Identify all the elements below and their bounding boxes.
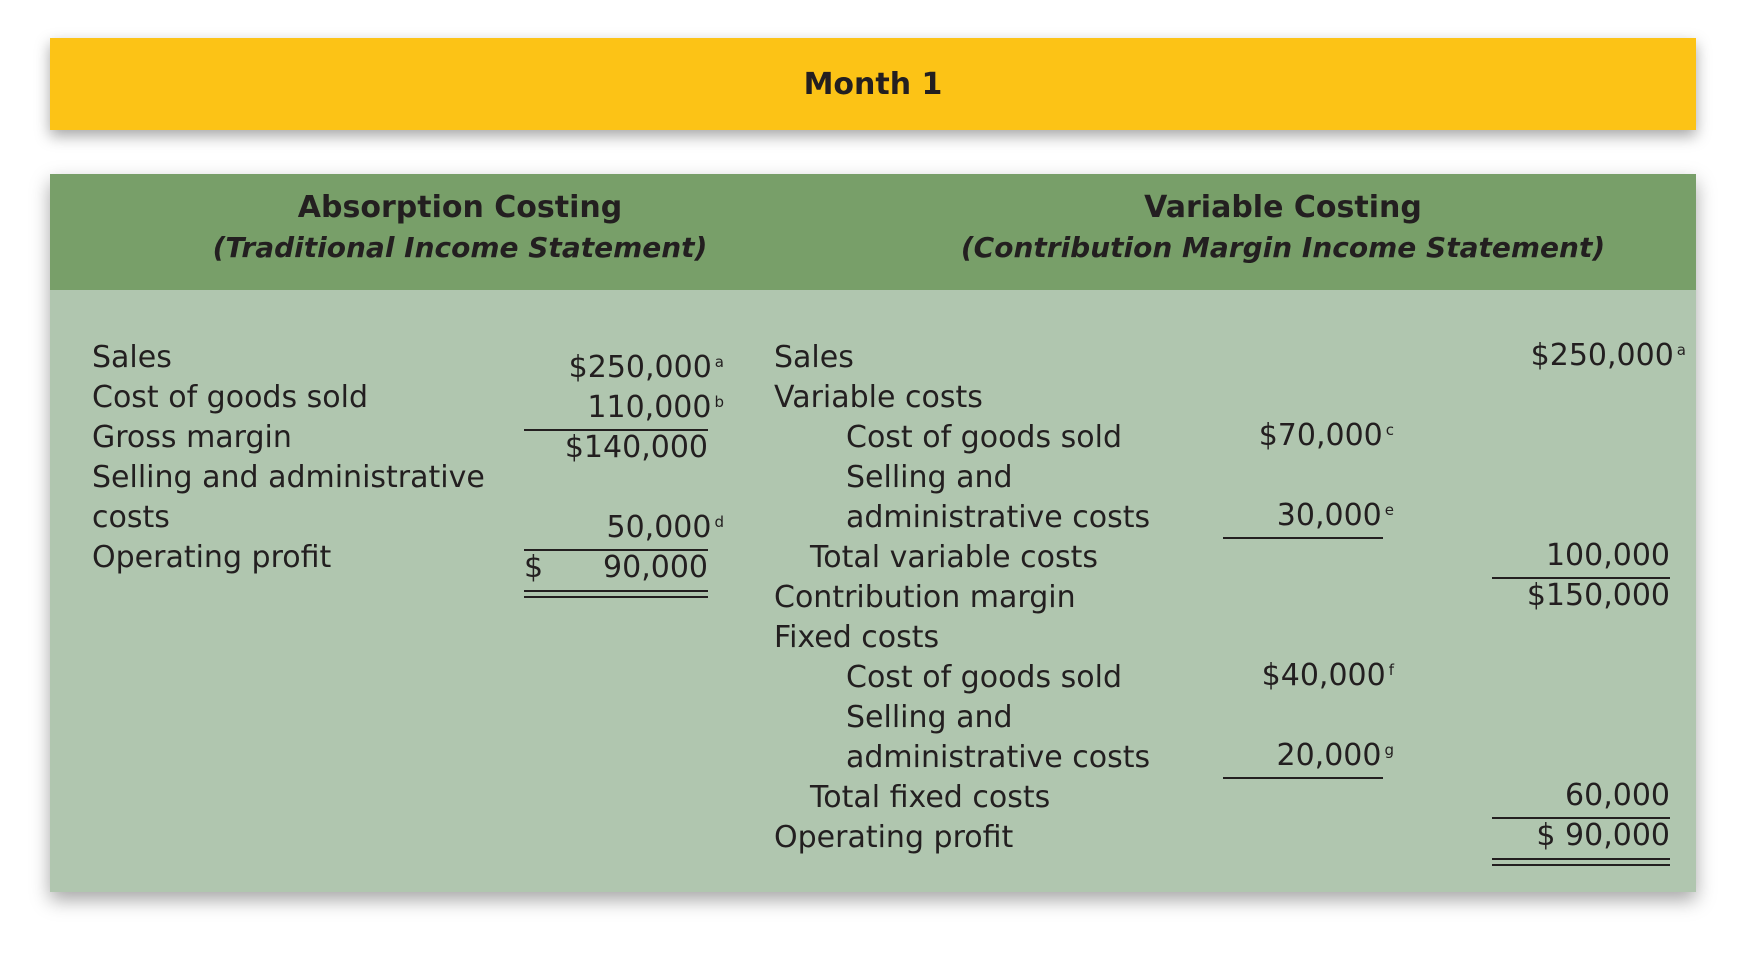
abs-sga-amount: 50,000 $^d$ <box>606 510 724 545</box>
abs-sga-note: d <box>714 513 724 531</box>
var-vc-sga-label-2: administrative costs <box>846 500 1151 535</box>
variable-heading <box>870 188 1696 268</box>
var-vc-label: Variable costs <box>774 380 983 415</box>
variable-subtitle: (Contribution Margin Income Statement) <box>960 231 1606 264</box>
var-fc-cogs-label: Cost of goods sold <box>846 660 1123 695</box>
var-vc-cogs-note: c <box>1385 421 1394 439</box>
abs-sga-label-1: Selling and administrative <box>92 460 485 495</box>
abs-cogs-label: Cost of goods sold <box>92 380 369 415</box>
var-cm-amount: $150,000 <box>1526 578 1670 613</box>
var-fc-sga-amount: 20,000 $^g$ <box>1276 738 1394 773</box>
absorption-heading <box>50 188 870 268</box>
absorption-title: Absorption Costing <box>297 190 623 225</box>
var-cm-label: Contribution margin <box>774 580 1076 615</box>
var-op-label: Operating profit <box>774 820 1014 855</box>
abs-sales-label: Sales <box>92 340 172 375</box>
var-fc-sga-label-1: Selling and <box>846 700 1013 735</box>
var-sales-note: a <box>1676 341 1686 359</box>
abs-op-label: Operating profit <box>92 540 332 575</box>
statements-panel <box>50 174 1696 892</box>
absorption-subtitle: (Traditional Income Statement) <box>212 231 708 264</box>
abs-op-amount: 90,000 <box>603 550 708 585</box>
variable-title: Variable Costing <box>1144 190 1422 225</box>
var-op-double-underline <box>1492 858 1670 866</box>
var-fc-cogs-note: f <box>1388 661 1394 679</box>
var-fc-sga-label-2: administrative costs <box>846 740 1151 775</box>
abs-op-currency: $ <box>524 550 544 585</box>
var-total-fc-amount: 60,000 <box>1565 778 1670 813</box>
abs-sga-label-2: costs <box>92 500 170 535</box>
var-op-amount: $ 90,000 <box>1536 818 1670 853</box>
var-vc-cogs-amount: $70,000 $^c$ <box>1258 418 1394 453</box>
abs-gross-amount: $140,000 <box>564 430 708 465</box>
abs-gross-label: Gross margin <box>92 420 292 455</box>
var-sales-amount: $250,000 $^a$ <box>1530 338 1686 373</box>
var-vc-sga-underline <box>1223 537 1383 539</box>
abs-sales-amount: $250,000 $^a$ <box>568 350 724 385</box>
var-fc-label: Fixed costs <box>774 620 940 655</box>
var-total-vc-label: Total variable costs <box>810 540 1099 575</box>
var-fc-sga-underline <box>1223 777 1383 779</box>
abs-cogs-note: b <box>714 393 724 411</box>
panel-header <box>50 174 1696 290</box>
banner-title: Month 1 <box>803 66 943 102</box>
abs-op-double-underline <box>524 590 708 598</box>
var-total-fc-label: Total fixed costs <box>810 780 1051 815</box>
var-sales-label: Sales <box>774 340 854 375</box>
var-total-vc-amount: 100,000 <box>1545 538 1670 573</box>
var-vc-sga-note: e <box>1384 501 1394 519</box>
abs-cogs-amount: 110,000 $^b$ <box>587 390 724 425</box>
abs-sales-note: a <box>714 353 724 371</box>
var-fc-cogs-amount: $40,000 $^f$ <box>1261 658 1394 693</box>
var-vc-cogs-label: Cost of goods sold <box>846 420 1123 455</box>
var-vc-sga-label-1: Selling and <box>846 460 1013 495</box>
var-vc-sga-amount: 30,000 $^e$ <box>1276 498 1394 533</box>
month-banner <box>50 38 1696 130</box>
var-fc-sga-note: g <box>1384 741 1394 759</box>
